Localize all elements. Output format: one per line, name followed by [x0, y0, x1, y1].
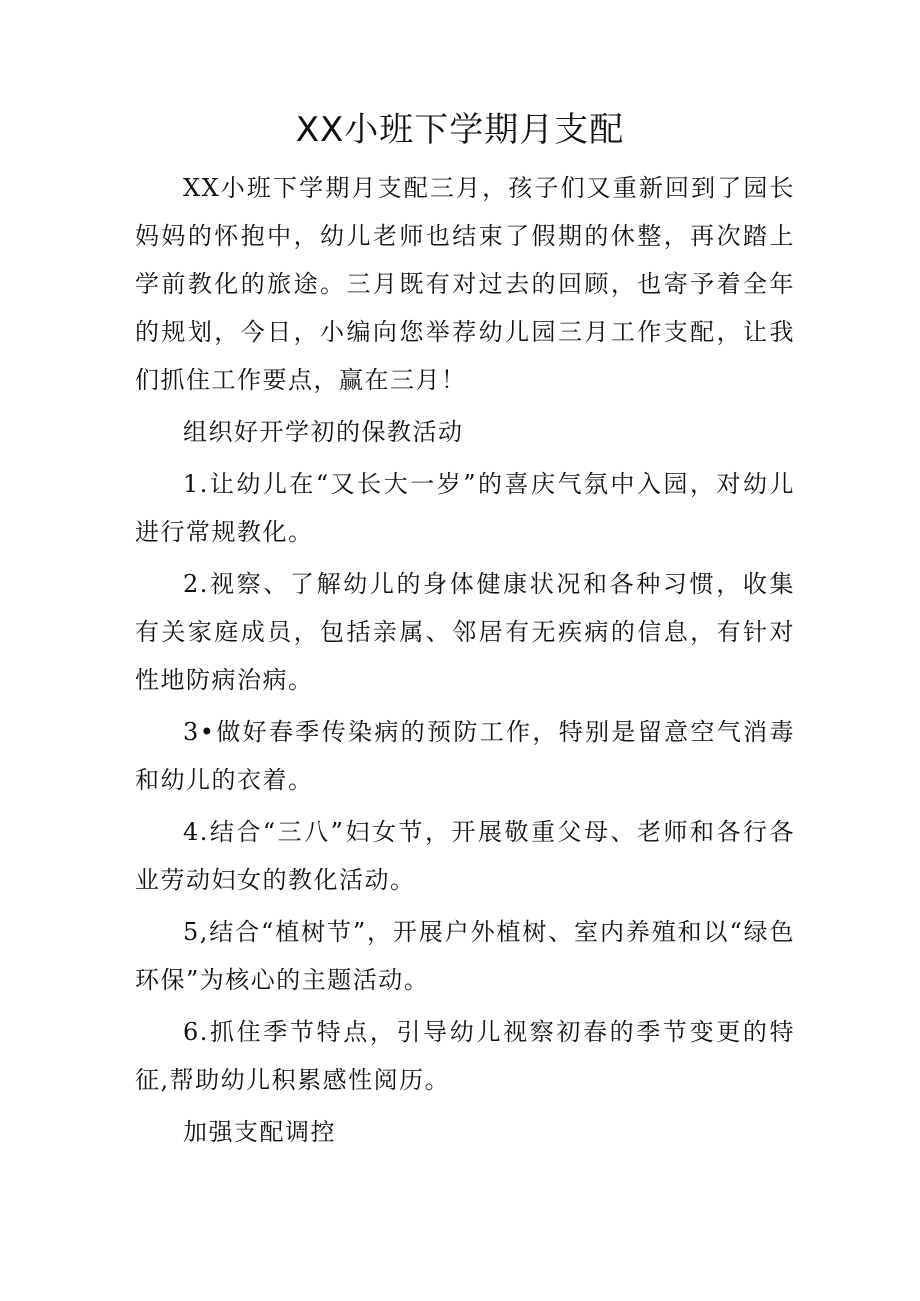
document-body: [135, 164, 795, 1156]
list-item-3: 3•做好春季传染病的预防工作，特别是留意空气消毒和幼儿的衣着。: [135, 718, 795, 794]
list-item-4: 4.结合“三八”妇女节，开展敬重父母、老师和各行各业劳动妇女的教化活动。: [135, 818, 795, 894]
section-heading-control: 加强支配调控: [183, 1118, 336, 1146]
list-item-6: 6.抓住季节特点，引导幼儿视察初春的季节变更的特征,帮助幼儿积累感性阅历。: [135, 1018, 795, 1094]
list-item-2: 2.视察、了解幼儿的身体健康状况和各种习惯，收集有关家庭成员，包括亲属、邻居有无疾病的信息，有针对性地防病治病。: [135, 570, 795, 694]
section-heading-activities: 组织好开学初的保教活动: [183, 418, 464, 446]
list-item-1: 1.让幼儿在“又长大一岁”的喜庆气氛中入园，对幼儿进行常规教化。: [135, 470, 795, 546]
list-item-5: 5,结合“植树节”，开展户外植树、室内养殖和以“绿色环保”为核心的主题活动。: [135, 918, 795, 994]
intro-paragraph: XX小班下学期月支配三月，孩子们又重新回到了园长妈妈的怀抱中，幼儿老师也结束了假期的休整，再次踏上学前教化的旅途。三月既有对过去的回顾，也寄予着全年的规划，今日，小编向您举荐幼儿园三月工作支配，让我们抓住工作要点，赢在三月！: [135, 174, 795, 394]
document-title: XX小班下学期月支配: [295, 110, 625, 150]
